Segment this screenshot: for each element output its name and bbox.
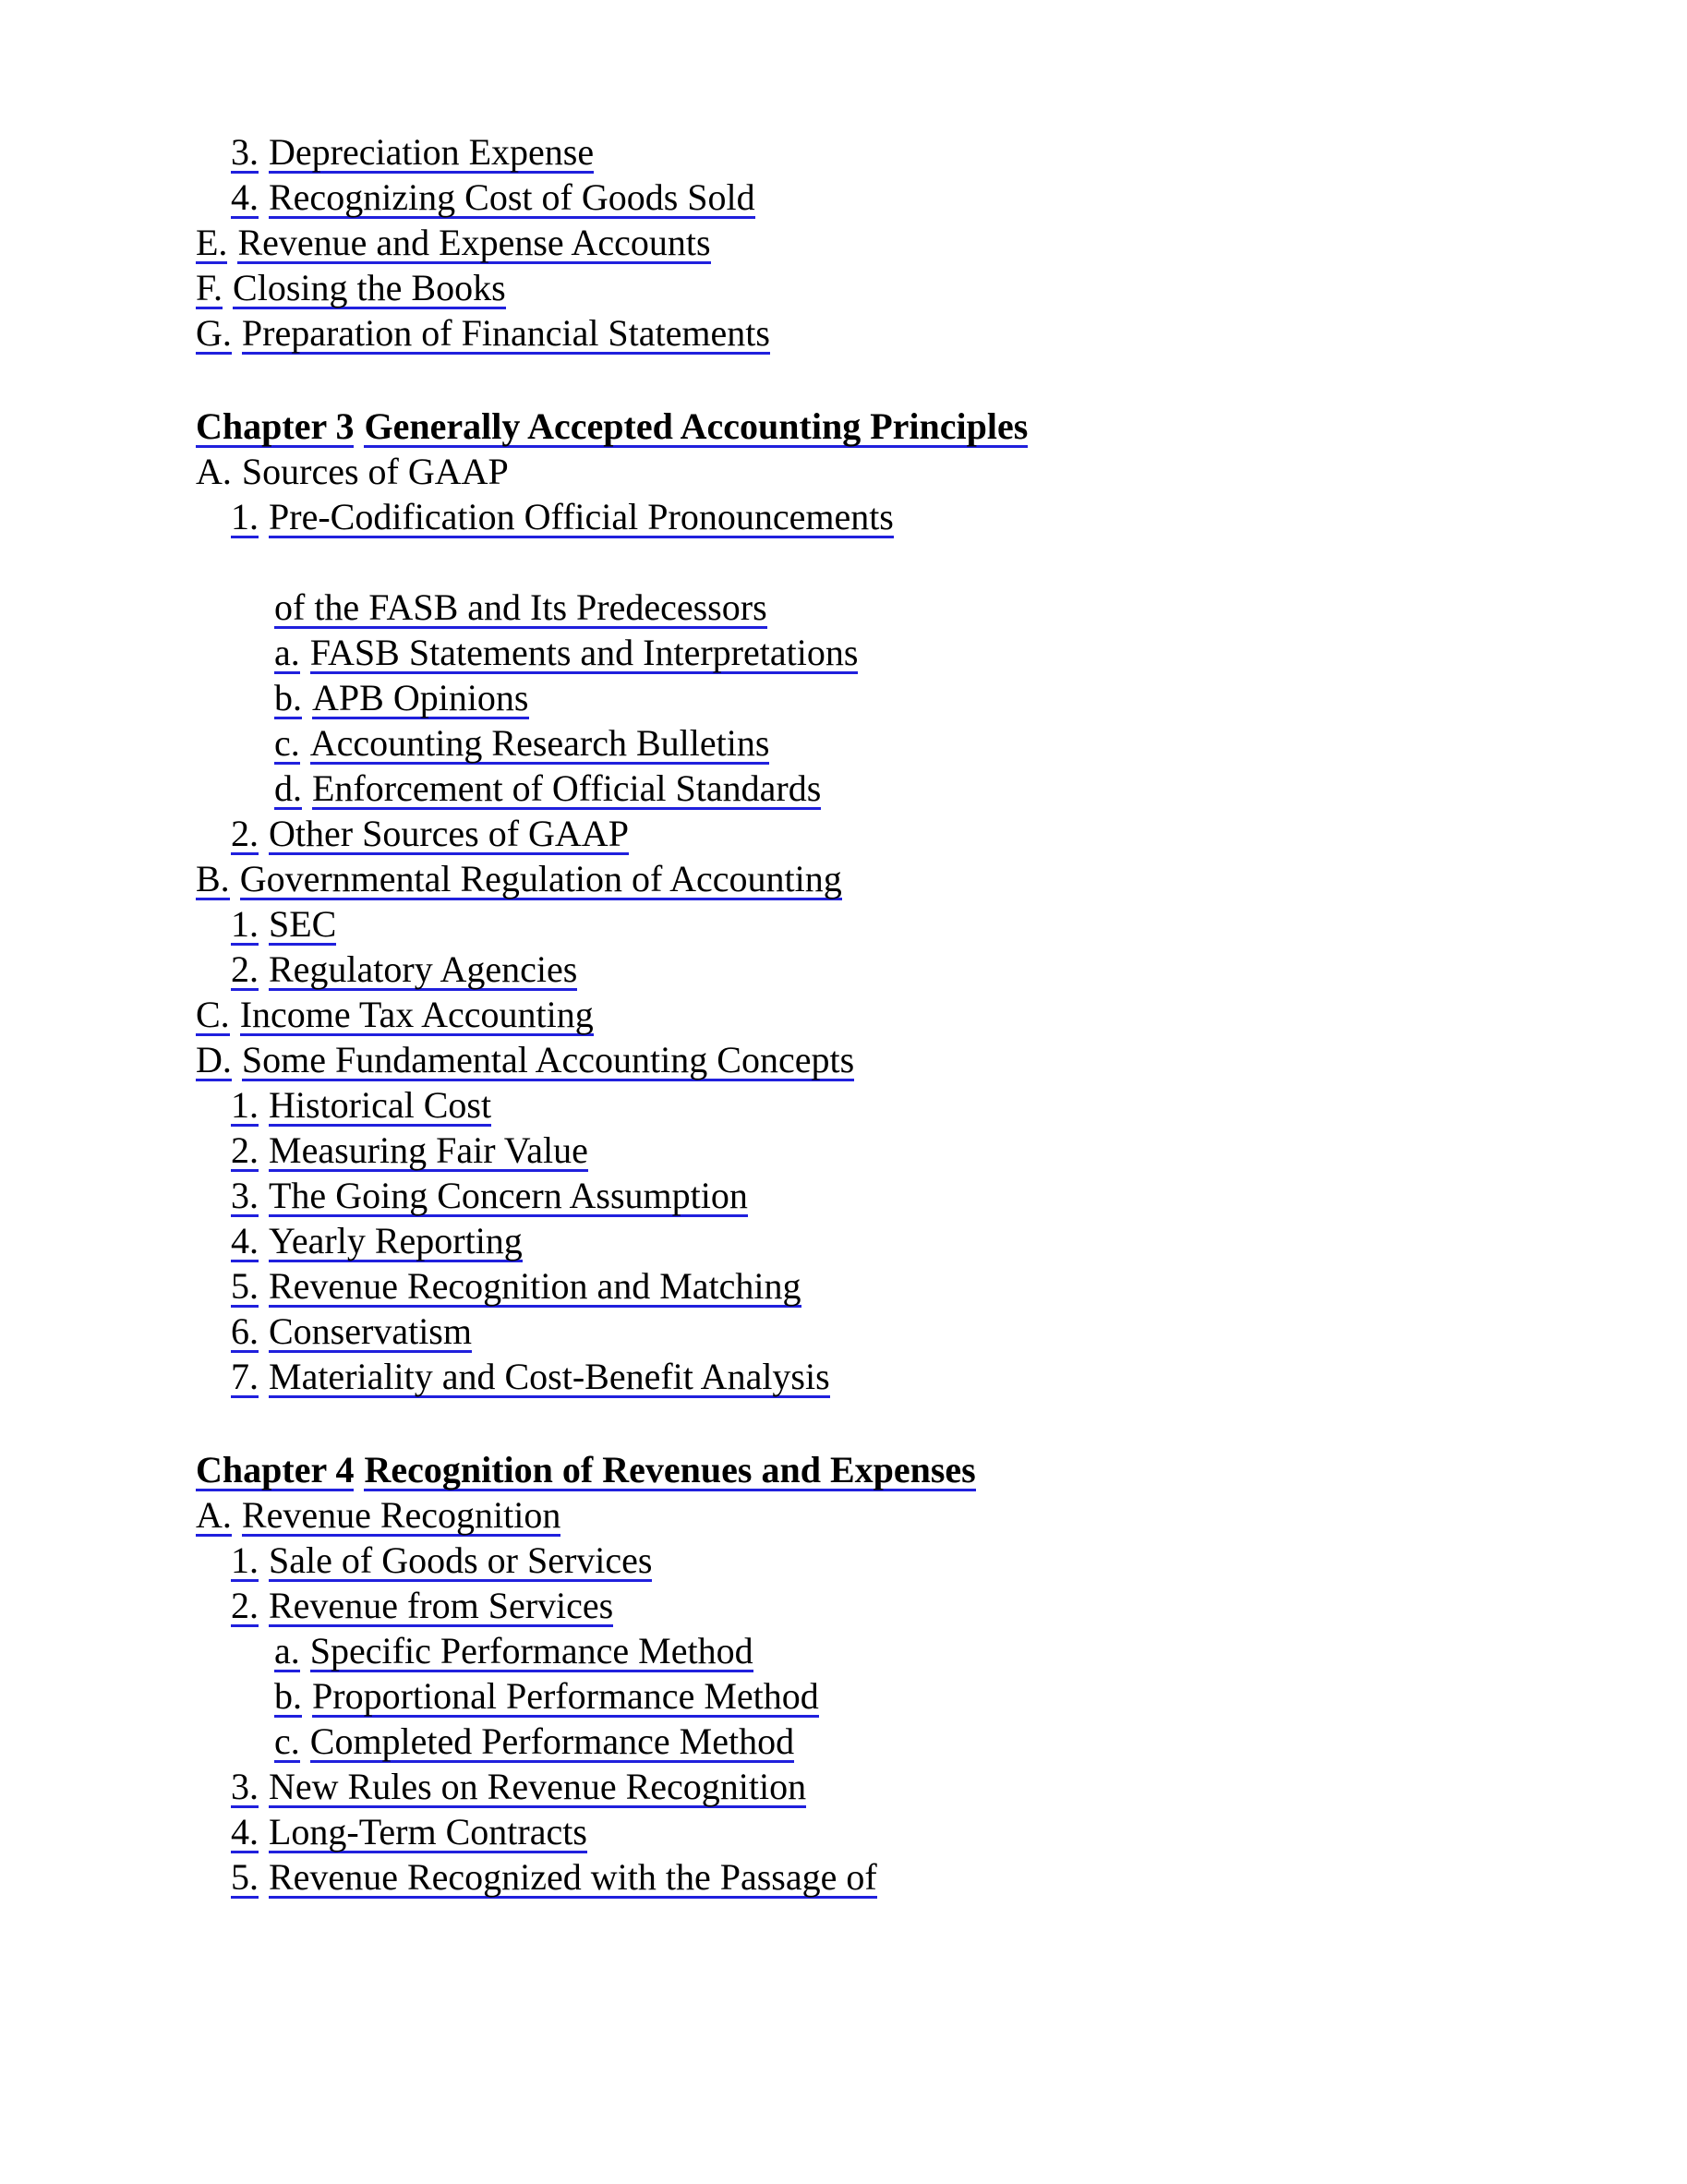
toc-entry-label[interactable]: Depreciation Expense: [269, 131, 595, 173]
toc-entry: [0, 585, 1687, 630]
toc-entry-label[interactable]: Recognizing Cost of Goods Sold: [269, 176, 755, 218]
toc-entry-marker[interactable]: 4.: [231, 176, 259, 218]
toc-entry-label[interactable]: Accounting Research Bulletins: [309, 722, 770, 764]
toc-entry: [0, 1628, 1687, 1673]
toc-entry-marker[interactable]: 1.: [231, 1084, 259, 1126]
toc-entry: [0, 766, 1687, 811]
toc-entry: [0, 1764, 1687, 1809]
toc-list-chapter4: [0, 1492, 1687, 1900]
toc-entry: [0, 265, 1687, 310]
chapter-4-heading: [0, 1447, 1687, 1492]
toc-entry-label[interactable]: Revenue Recognized with the Passage of: [269, 1856, 877, 1898]
toc-entry: [0, 1263, 1687, 1309]
toc-entry-label[interactable]: Sale of Goods or Services: [269, 1539, 653, 1581]
toc-entry: [0, 1809, 1687, 1854]
toc-entry-label[interactable]: Preparation of Financial Statements: [241, 312, 770, 354]
toc-entry: [0, 1037, 1687, 1082]
toc-entry: [0, 494, 1687, 539]
toc-entry-label[interactable]: FASB Statements and Interpretations: [309, 632, 859, 673]
toc-entry-label[interactable]: Yearly Reporting: [269, 1220, 523, 1261]
toc-entry: [0, 1128, 1687, 1173]
toc-entry: [0, 1854, 1687, 1900]
toc-entry-marker[interactable]: 7.: [231, 1356, 259, 1397]
toc-entry-label[interactable]: Revenue from Services: [269, 1585, 614, 1626]
toc-entry-marker[interactable]: 6.: [231, 1310, 259, 1352]
toc-entry: [0, 1673, 1687, 1719]
toc-entry-label[interactable]: Revenue Recognition and Matching: [269, 1265, 801, 1307]
toc-entry-label[interactable]: Some Fundamental Accounting Concepts: [241, 1039, 855, 1080]
toc-entry-label[interactable]: Measuring Fair Value: [269, 1129, 588, 1171]
toc-entry-label[interactable]: Income Tax Accounting: [239, 994, 594, 1035]
toc-entry-label[interactable]: Revenue Recognition: [241, 1494, 561, 1536]
toc-entry: [0, 1082, 1687, 1128]
toc-entry: [0, 675, 1687, 720]
toc-entry-marker[interactable]: b.: [274, 677, 302, 718]
toc-entry: [0, 449, 1687, 494]
toc-entry-label[interactable]: Proportional Performance Method: [312, 1675, 819, 1717]
chapter-3-heading: [0, 404, 1687, 449]
toc-entry-label[interactable]: Conservatism: [269, 1310, 472, 1352]
blank-line: [0, 539, 1687, 585]
toc-entry-label[interactable]: Specific Performance Method: [309, 1630, 753, 1671]
toc-entry-marker[interactable]: 1.: [231, 903, 259, 945]
toc-entry: [0, 220, 1687, 265]
chapter-3-title-link[interactable]: Generally Accepted Accounting Principles: [364, 405, 1029, 447]
toc-entry: [0, 720, 1687, 766]
toc-entry-marker[interactable]: E.: [196, 222, 228, 263]
toc-entry: [0, 1492, 1687, 1538]
toc-entry: [0, 901, 1687, 947]
toc-entry-label[interactable]: Materiality and Cost-Benefit Analysis: [269, 1356, 830, 1397]
toc-entry-label[interactable]: Other Sources of GAAP: [269, 813, 629, 854]
toc-entry-marker[interactable]: 2.: [231, 1129, 259, 1171]
toc-entry: [0, 992, 1687, 1037]
toc-entry-marker[interactable]: 3.: [231, 1766, 259, 1807]
toc-entry: [0, 1583, 1687, 1628]
toc-entry-marker[interactable]: B.: [196, 858, 230, 899]
toc-entry-marker[interactable]: A.: [196, 1494, 232, 1536]
toc-entry-label[interactable]: The Going Concern Assumption: [269, 1175, 748, 1216]
toc-entry-marker[interactable]: a.: [274, 632, 300, 673]
chapter-4-number-link[interactable]: Chapter 4: [196, 1449, 355, 1490]
toc-entry-marker[interactable]: 4.: [231, 1220, 259, 1261]
toc-entry: [0, 811, 1687, 856]
toc-list-chapter3: [0, 449, 1687, 1399]
toc-entry: [0, 310, 1687, 356]
toc-list: [0, 129, 1687, 356]
toc-section-chapter4: [0, 1447, 1687, 1900]
toc-entry-marker[interactable]: c.: [274, 722, 300, 764]
toc-entry: [0, 1719, 1687, 1764]
toc-entry-marker[interactable]: C.: [196, 994, 230, 1035]
chapter-3-number-link[interactable]: Chapter 3: [196, 405, 355, 447]
toc-entry-label[interactable]: Regulatory Agencies: [269, 948, 578, 990]
toc-entry-marker[interactable]: F.: [196, 267, 223, 308]
toc-section-chapter3: [0, 404, 1687, 1399]
toc-entry-marker[interactable]: 2.: [231, 1585, 259, 1626]
toc-entry-marker[interactable]: b.: [274, 1675, 302, 1717]
toc-section-chapter2-continued: [0, 129, 1687, 356]
toc-entry: [0, 1173, 1687, 1218]
toc-entry-marker[interactable]: 2.: [231, 813, 259, 854]
toc-entry: [0, 175, 1687, 220]
toc-entry-marker[interactable]: 3.: [231, 131, 259, 173]
toc-entry: [0, 1309, 1687, 1354]
toc-entry-marker[interactable]: 1.: [231, 1539, 259, 1581]
toc-entry: [0, 630, 1687, 675]
toc-entry-marker[interactable]: G.: [196, 312, 232, 354]
toc-entry-marker[interactable]: 3.: [231, 1175, 259, 1216]
toc-entry-marker: A.: [196, 451, 232, 492]
toc-entry-label[interactable]: Revenue and Expense Accounts: [237, 222, 711, 263]
toc-entry: [0, 129, 1687, 175]
toc-entry-label[interactable]: Pre-Codification Official Pronouncements: [269, 496, 894, 537]
toc-entry-marker[interactable]: a.: [274, 1630, 300, 1671]
toc-entry-marker[interactable]: 2.: [231, 948, 259, 990]
toc-entry-label[interactable]: Completed Performance Method: [309, 1720, 795, 1762]
toc-entry-marker[interactable]: 4.: [231, 1811, 259, 1852]
chapter-4-title-link[interactable]: Recognition of Revenues and Expenses: [364, 1449, 976, 1490]
toc-entry-marker[interactable]: c.: [274, 1720, 300, 1762]
toc-entry-label[interactable]: Long-Term Contracts: [269, 1811, 587, 1852]
toc-entry-label[interactable]: Historical Cost: [269, 1084, 492, 1126]
toc-entry-label[interactable]: APB Opinions: [312, 677, 529, 718]
toc-entry-marker[interactable]: D.: [196, 1039, 232, 1080]
toc-entry-label[interactable]: New Rules on Revenue Recognition: [269, 1766, 807, 1807]
toc-entry-label[interactable]: SEC: [269, 903, 337, 945]
toc-entry: [0, 1538, 1687, 1583]
toc-entry-marker[interactable]: d.: [274, 767, 302, 809]
section-spacer: [0, 356, 1687, 404]
toc-entry-label[interactable]: Closing the Books: [233, 267, 506, 308]
section-spacer-2: [0, 1399, 1687, 1447]
toc-entry-label[interactable]: Enforcement of Official Standards: [312, 767, 822, 809]
toc-entry: [0, 1354, 1687, 1399]
toc-entry-label[interactable]: Governmental Regulation of Accounting: [239, 858, 842, 899]
toc-entry-marker[interactable]: 5.: [231, 1856, 259, 1898]
toc-entry: [0, 947, 1687, 992]
toc-entry-label: Sources of GAAP: [241, 451, 509, 492]
toc-entry-marker[interactable]: 1.: [231, 496, 259, 537]
toc-entry: [0, 856, 1687, 901]
toc-entry-marker[interactable]: 5.: [231, 1265, 259, 1307]
toc-entry: [0, 1218, 1687, 1263]
toc-entry-label[interactable]: of the FASB and Its Predecessors: [274, 586, 767, 628]
